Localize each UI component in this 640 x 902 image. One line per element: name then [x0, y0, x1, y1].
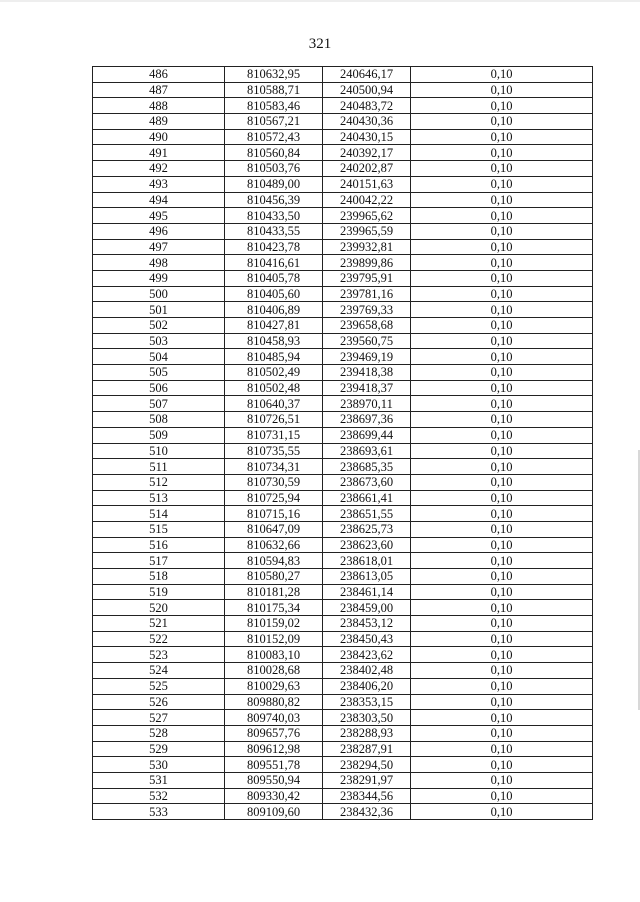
- point-number-cell: 507: [93, 396, 225, 412]
- accuracy-cell: 0,10: [411, 161, 593, 177]
- point-number-cell: 533: [93, 804, 225, 820]
- table-row: [93, 114, 593, 130]
- y-coordinate-cell: 238693,61: [323, 443, 411, 459]
- y-coordinate-cell: 240392,17: [323, 145, 411, 161]
- x-coordinate-cell: 810583,46: [225, 98, 323, 114]
- x-coordinate-cell: 810489,00: [225, 176, 323, 192]
- table-row: [93, 506, 593, 522]
- x-coordinate-cell: 810734,31: [225, 459, 323, 475]
- x-coordinate-cell: 810502,48: [225, 380, 323, 396]
- x-coordinate-cell: 810731,15: [225, 427, 323, 443]
- accuracy-cell: 0,10: [411, 804, 593, 820]
- point-number-cell: 527: [93, 710, 225, 726]
- y-coordinate-cell: 238697,36: [323, 412, 411, 428]
- accuracy-cell: 0,10: [411, 521, 593, 537]
- point-number-cell: 491: [93, 145, 225, 161]
- table-row: [93, 129, 593, 145]
- table-row: [93, 192, 593, 208]
- table-row: [93, 145, 593, 161]
- x-coordinate-cell: 809330,42: [225, 788, 323, 804]
- table-row: [93, 365, 593, 381]
- accuracy-cell: 0,10: [411, 757, 593, 773]
- x-coordinate-cell: 809550,94: [225, 772, 323, 788]
- x-coordinate-cell: 809657,76: [225, 725, 323, 741]
- x-coordinate-cell: 810152,09: [225, 631, 323, 647]
- point-number-cell: 530: [93, 757, 225, 773]
- y-coordinate-cell: 238287,91: [323, 741, 411, 757]
- x-coordinate-cell: 810029,63: [225, 678, 323, 694]
- x-coordinate-cell: 810725,94: [225, 490, 323, 506]
- x-coordinate-cell: 810456,39: [225, 192, 323, 208]
- y-coordinate-cell: 240042,22: [323, 192, 411, 208]
- scan-edge-top: [0, 0, 640, 2]
- point-number-cell: 500: [93, 286, 225, 302]
- accuracy-cell: 0,10: [411, 537, 593, 553]
- x-coordinate-cell: 810458,93: [225, 333, 323, 349]
- point-number-cell: 520: [93, 600, 225, 616]
- y-coordinate-cell: 238673,60: [323, 474, 411, 490]
- point-number-cell: 518: [93, 569, 225, 585]
- y-coordinate-cell: 238303,50: [323, 710, 411, 726]
- accuracy-cell: 0,10: [411, 725, 593, 741]
- table-row: [93, 474, 593, 490]
- point-number-cell: 523: [93, 647, 225, 663]
- x-coordinate-cell: 810485,94: [225, 349, 323, 365]
- accuracy-cell: 0,10: [411, 192, 593, 208]
- accuracy-cell: 0,10: [411, 302, 593, 318]
- point-number-cell: 494: [93, 192, 225, 208]
- point-number-cell: 511: [93, 459, 225, 475]
- y-coordinate-cell: 240500,94: [323, 82, 411, 98]
- x-coordinate-cell: 810572,43: [225, 129, 323, 145]
- accuracy-cell: 0,10: [411, 333, 593, 349]
- x-coordinate-cell: 810502,49: [225, 365, 323, 381]
- y-coordinate-cell: 239965,62: [323, 208, 411, 224]
- accuracy-cell: 0,10: [411, 145, 593, 161]
- x-coordinate-cell: 810588,71: [225, 82, 323, 98]
- y-coordinate-cell: 239965,59: [323, 223, 411, 239]
- page-number: 321: [308, 36, 332, 52]
- x-coordinate-cell: 810423,78: [225, 239, 323, 255]
- table-row: [93, 663, 593, 679]
- table-row: [93, 725, 593, 741]
- y-coordinate-cell: 240202,87: [323, 161, 411, 177]
- point-number-cell: 495: [93, 208, 225, 224]
- table-row: [93, 349, 593, 365]
- accuracy-cell: 0,10: [411, 255, 593, 271]
- accuracy-cell: 0,10: [411, 318, 593, 334]
- y-coordinate-cell: 238618,01: [323, 553, 411, 569]
- table-row: [93, 521, 593, 537]
- x-coordinate-cell: 810181,28: [225, 584, 323, 600]
- y-coordinate-cell: 238461,14: [323, 584, 411, 600]
- accuracy-cell: 0,10: [411, 396, 593, 412]
- x-coordinate-cell: 809551,78: [225, 757, 323, 773]
- table-row: [93, 647, 593, 663]
- y-coordinate-cell: 238699,44: [323, 427, 411, 443]
- x-coordinate-cell: 809109,60: [225, 804, 323, 820]
- x-coordinate-cell: 810632,95: [225, 67, 323, 83]
- coordinates-table: [92, 66, 593, 820]
- table-row: [93, 239, 593, 255]
- table-row: [93, 302, 593, 318]
- accuracy-cell: 0,10: [411, 380, 593, 396]
- x-coordinate-cell: 810416,61: [225, 255, 323, 271]
- table-row: [93, 286, 593, 302]
- point-number-cell: 503: [93, 333, 225, 349]
- x-coordinate-cell: 810735,55: [225, 443, 323, 459]
- y-coordinate-cell: 238459,00: [323, 600, 411, 616]
- table-row: [93, 223, 593, 239]
- point-number-cell: 502: [93, 318, 225, 334]
- table-row: [93, 82, 593, 98]
- accuracy-cell: 0,10: [411, 443, 593, 459]
- point-number-cell: 517: [93, 553, 225, 569]
- accuracy-cell: 0,10: [411, 631, 593, 647]
- table-row: [93, 427, 593, 443]
- x-coordinate-cell: 810715,16: [225, 506, 323, 522]
- point-number-cell: 489: [93, 114, 225, 130]
- table-row: [93, 553, 593, 569]
- table-row: [93, 710, 593, 726]
- y-coordinate-cell: 238294,50: [323, 757, 411, 773]
- point-number-cell: 487: [93, 82, 225, 98]
- y-coordinate-cell: 239658,68: [323, 318, 411, 334]
- x-coordinate-cell: 810640,37: [225, 396, 323, 412]
- x-coordinate-cell: 810406,89: [225, 302, 323, 318]
- point-number-cell: 519: [93, 584, 225, 600]
- y-coordinate-cell: 239418,37: [323, 380, 411, 396]
- y-coordinate-cell: 238406,20: [323, 678, 411, 694]
- x-coordinate-cell: 810567,21: [225, 114, 323, 130]
- table-row: [93, 757, 593, 773]
- table-row: [93, 537, 593, 553]
- accuracy-cell: 0,10: [411, 67, 593, 83]
- y-coordinate-cell: 239469,19: [323, 349, 411, 365]
- point-number-cell: 486: [93, 67, 225, 83]
- accuracy-cell: 0,10: [411, 270, 593, 286]
- table-row: [93, 772, 593, 788]
- accuracy-cell: 0,10: [411, 365, 593, 381]
- x-coordinate-cell: 810427,81: [225, 318, 323, 334]
- y-coordinate-cell: 239769,33: [323, 302, 411, 318]
- accuracy-cell: 0,10: [411, 427, 593, 443]
- accuracy-cell: 0,10: [411, 553, 593, 569]
- table-row: [93, 333, 593, 349]
- accuracy-cell: 0,10: [411, 678, 593, 694]
- point-number-cell: 514: [93, 506, 225, 522]
- accuracy-cell: 0,10: [411, 176, 593, 192]
- accuracy-cell: 0,10: [411, 129, 593, 145]
- y-coordinate-cell: 239560,75: [323, 333, 411, 349]
- table-row: [93, 396, 593, 412]
- x-coordinate-cell: 810405,60: [225, 286, 323, 302]
- y-coordinate-cell: 238432,36: [323, 804, 411, 820]
- accuracy-cell: 0,10: [411, 600, 593, 616]
- y-coordinate-cell: 238625,73: [323, 521, 411, 537]
- table-row: [93, 176, 593, 192]
- table-row: [93, 631, 593, 647]
- accuracy-cell: 0,10: [411, 710, 593, 726]
- x-coordinate-cell: 810594,83: [225, 553, 323, 569]
- x-coordinate-cell: 810730,59: [225, 474, 323, 490]
- accuracy-cell: 0,10: [411, 459, 593, 475]
- point-number-cell: 509: [93, 427, 225, 443]
- table-row: [93, 694, 593, 710]
- table-row: [93, 67, 593, 83]
- y-coordinate-cell: 240646,17: [323, 67, 411, 83]
- point-number-cell: 504: [93, 349, 225, 365]
- table-row: [93, 208, 593, 224]
- table-row: [93, 600, 593, 616]
- accuracy-cell: 0,10: [411, 741, 593, 757]
- accuracy-cell: 0,10: [411, 223, 593, 239]
- y-coordinate-cell: 238353,15: [323, 694, 411, 710]
- y-coordinate-cell: 240151,63: [323, 176, 411, 192]
- accuracy-cell: 0,10: [411, 506, 593, 522]
- point-number-cell: 524: [93, 663, 225, 679]
- y-coordinate-cell: 239781,16: [323, 286, 411, 302]
- x-coordinate-cell: 810083,10: [225, 647, 323, 663]
- table-row: [93, 270, 593, 286]
- x-coordinate-cell: 810560,84: [225, 145, 323, 161]
- table-row: [93, 678, 593, 694]
- accuracy-cell: 0,10: [411, 474, 593, 490]
- x-coordinate-cell: 810647,09: [225, 521, 323, 537]
- y-coordinate-cell: 239795,91: [323, 270, 411, 286]
- x-coordinate-cell: 809880,82: [225, 694, 323, 710]
- x-coordinate-cell: 810433,55: [225, 223, 323, 239]
- table-row: [93, 569, 593, 585]
- y-coordinate-cell: 240483,72: [323, 98, 411, 114]
- y-coordinate-cell: 238402,48: [323, 663, 411, 679]
- x-coordinate-cell: 810433,50: [225, 208, 323, 224]
- point-number-cell: 521: [93, 616, 225, 632]
- point-number-cell: 506: [93, 380, 225, 396]
- x-coordinate-cell: 810405,78: [225, 270, 323, 286]
- point-number-cell: 497: [93, 239, 225, 255]
- y-coordinate-cell: 238651,55: [323, 506, 411, 522]
- table-row: [93, 318, 593, 334]
- point-number-cell: 532: [93, 788, 225, 804]
- table-row: [93, 98, 593, 114]
- accuracy-cell: 0,10: [411, 412, 593, 428]
- accuracy-cell: 0,10: [411, 490, 593, 506]
- accuracy-cell: 0,10: [411, 772, 593, 788]
- x-coordinate-cell: 810632,66: [225, 537, 323, 553]
- point-number-cell: 516: [93, 537, 225, 553]
- x-coordinate-cell: 810175,34: [225, 600, 323, 616]
- y-coordinate-cell: 238623,60: [323, 537, 411, 553]
- y-coordinate-cell: 240430,36: [323, 114, 411, 130]
- accuracy-cell: 0,10: [411, 98, 593, 114]
- x-coordinate-cell: 809612,98: [225, 741, 323, 757]
- y-coordinate-cell: 239418,38: [323, 365, 411, 381]
- accuracy-cell: 0,10: [411, 82, 593, 98]
- accuracy-cell: 0,10: [411, 788, 593, 804]
- point-number-cell: 496: [93, 223, 225, 239]
- point-number-cell: 501: [93, 302, 225, 318]
- table-row: [93, 443, 593, 459]
- y-coordinate-cell: 238291,97: [323, 772, 411, 788]
- table-row: [93, 788, 593, 804]
- accuracy-cell: 0,10: [411, 569, 593, 585]
- x-coordinate-cell: 810580,27: [225, 569, 323, 585]
- y-coordinate-cell: 238344,56: [323, 788, 411, 804]
- y-coordinate-cell: 239932,81: [323, 239, 411, 255]
- point-number-cell: 510: [93, 443, 225, 459]
- point-number-cell: 529: [93, 741, 225, 757]
- point-number-cell: 493: [93, 176, 225, 192]
- table-row: [93, 161, 593, 177]
- table-row: [93, 412, 593, 428]
- y-coordinate-cell: 238613,05: [323, 569, 411, 585]
- y-coordinate-cell: 238453,12: [323, 616, 411, 632]
- y-coordinate-cell: 238288,93: [323, 725, 411, 741]
- table-row: [93, 255, 593, 271]
- y-coordinate-cell: 238970,11: [323, 396, 411, 412]
- accuracy-cell: 0,10: [411, 616, 593, 632]
- y-coordinate-cell: 238661,41: [323, 490, 411, 506]
- y-coordinate-cell: 238685,35: [323, 459, 411, 475]
- point-number-cell: 488: [93, 98, 225, 114]
- x-coordinate-cell: 810159,02: [225, 616, 323, 632]
- point-number-cell: 498: [93, 255, 225, 271]
- point-number-cell: 515: [93, 521, 225, 537]
- accuracy-cell: 0,10: [411, 694, 593, 710]
- point-number-cell: 508: [93, 412, 225, 428]
- point-number-cell: 492: [93, 161, 225, 177]
- point-number-cell: 526: [93, 694, 225, 710]
- point-number-cell: 512: [93, 474, 225, 490]
- coordinates-table-body: [93, 67, 593, 820]
- y-coordinate-cell: 240430,15: [323, 129, 411, 145]
- table-row: [93, 584, 593, 600]
- point-number-cell: 531: [93, 772, 225, 788]
- accuracy-cell: 0,10: [411, 349, 593, 365]
- y-coordinate-cell: 239899,86: [323, 255, 411, 271]
- accuracy-cell: 0,10: [411, 663, 593, 679]
- y-coordinate-cell: 238450,43: [323, 631, 411, 647]
- accuracy-cell: 0,10: [411, 647, 593, 663]
- x-coordinate-cell: 810726,51: [225, 412, 323, 428]
- point-number-cell: 505: [93, 365, 225, 381]
- accuracy-cell: 0,10: [411, 208, 593, 224]
- table-row: [93, 490, 593, 506]
- accuracy-cell: 0,10: [411, 114, 593, 130]
- x-coordinate-cell: 810503,76: [225, 161, 323, 177]
- x-coordinate-cell: 809740,03: [225, 710, 323, 726]
- y-coordinate-cell: 238423,62: [323, 647, 411, 663]
- point-number-cell: 513: [93, 490, 225, 506]
- point-number-cell: 490: [93, 129, 225, 145]
- point-number-cell: 522: [93, 631, 225, 647]
- point-number-cell: 528: [93, 725, 225, 741]
- x-coordinate-cell: 810028,68: [225, 663, 323, 679]
- table-row: [93, 741, 593, 757]
- table-row: [93, 616, 593, 632]
- accuracy-cell: 0,10: [411, 584, 593, 600]
- point-number-cell: 525: [93, 678, 225, 694]
- accuracy-cell: 0,10: [411, 239, 593, 255]
- point-number-cell: 499: [93, 270, 225, 286]
- table-row: [93, 459, 593, 475]
- table-row: [93, 804, 593, 820]
- accuracy-cell: 0,10: [411, 286, 593, 302]
- table-row: [93, 380, 593, 396]
